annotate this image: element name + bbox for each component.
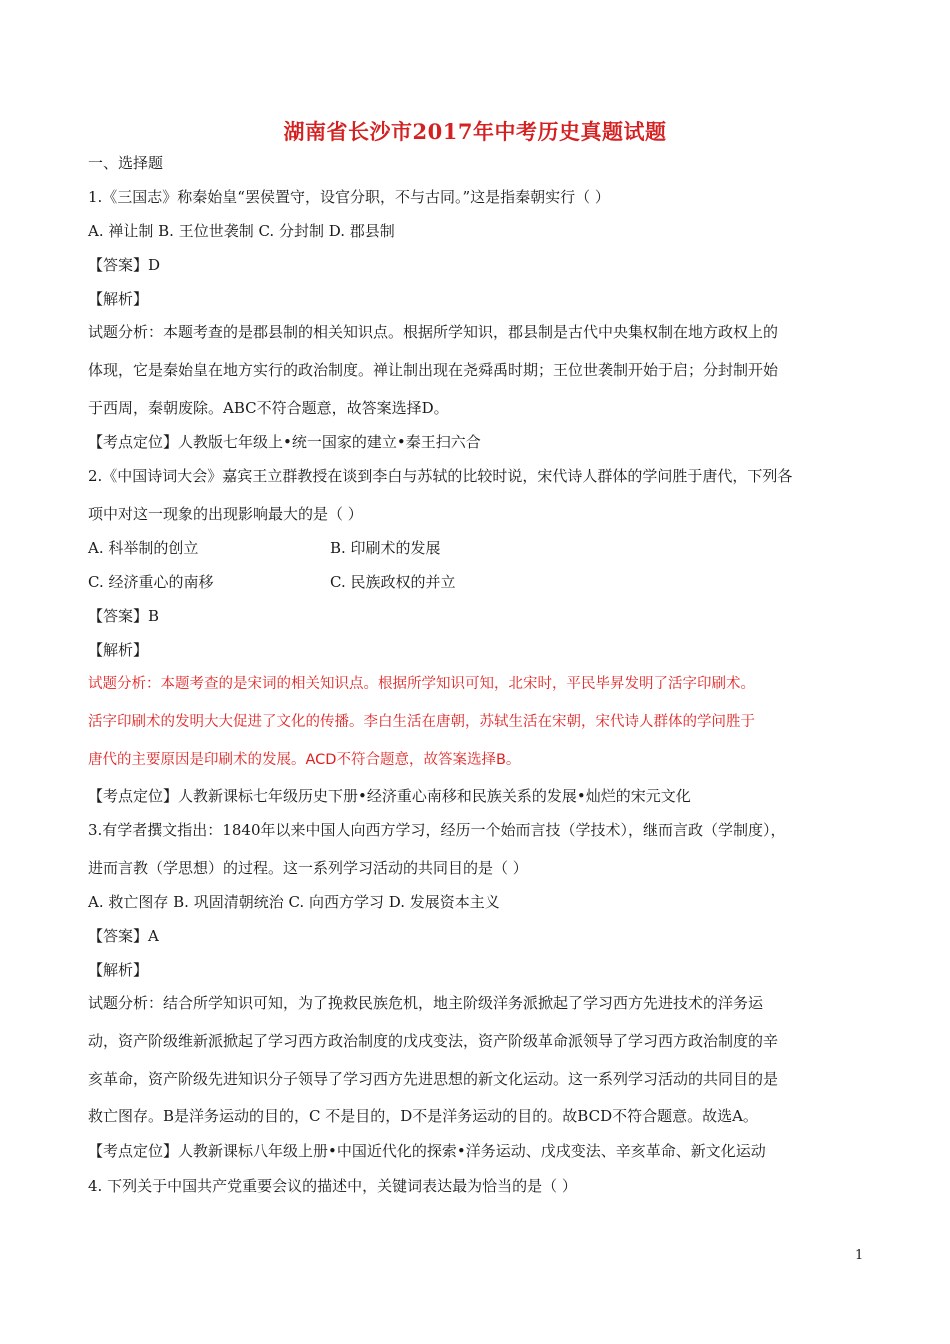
question-3-answer: 【答案】A bbox=[88, 927, 159, 945]
question-3-analysis-label: 【解析】 bbox=[88, 961, 149, 979]
question-2-point: 【考点定位】人教新课标七年级历史下册•经济重心南移和民族关系的发展•灿烂的宋元文化 bbox=[88, 787, 691, 805]
question-2-option-c: C. 经济重心的南移 bbox=[88, 573, 214, 591]
question-2-analysis-label: 【解析】 bbox=[88, 641, 149, 659]
question-2-option-b: B. 印刷术的发展 bbox=[330, 539, 441, 557]
question-3-analysis-line: 救亡图存。B是洋务运动的目的，C 不是目的，D不是洋务运动的目的。故BCD不符合题意。故选A。 bbox=[88, 1107, 758, 1125]
question-3-stem-line: 进而言教（学思想）的过程。这一系列学习活动的共同目的是（ ） bbox=[88, 859, 528, 877]
page-number: 1 bbox=[855, 1248, 864, 1263]
question-2-analysis-line: 唐代的主要原因是印刷术的发展。ACD不符合题意，故答案选择B。 bbox=[88, 752, 521, 768]
question-2-analysis-line: 活字印刷术的发明大大促进了文化的传播。李白生活在唐朝，苏轼生活在宋朝，宋代诗人群体的学问胜于 bbox=[88, 714, 755, 730]
page-title: 湖南省长沙市2017年中考历史真题试题 bbox=[283, 119, 667, 144]
question-4-stem: 4. 下列关于中国共产党重要会议的描述中，关键词表达最为恰当的是（ ） bbox=[88, 1177, 577, 1195]
question-1-options: A. 禅让制 B. 王位世袭制 C. 分封制 D. 郡县制 bbox=[88, 222, 395, 240]
question-1-analysis-line: 体现，它是秦始皇在地方实行的政治制度。禅让制出现在尧舜禹时期；王位世袭制开始于启；分封制开始 bbox=[88, 361, 779, 379]
section-heading: 一、选择题 bbox=[88, 154, 164, 172]
question-1-stem: 1.《三国志》称秦始皇“罢侯置守，设官分职，不与古同。”这是指秦朝实行（ ） bbox=[88, 188, 610, 206]
question-3-analysis-line: 动，资产阶级维新派掀起了学习西方政治制度的戊戌变法，资产阶级革命派领导了学习西方政治制度的辛 bbox=[88, 1032, 779, 1050]
question-2-option-d: C. 民族政权的并立 bbox=[330, 573, 456, 591]
question-1-analysis-line: 试题分析：本题考查的是郡县制的相关知识点。根据所学知识，郡县制是古代中央集权制在地方政权上的 bbox=[88, 323, 779, 341]
question-3-stem-line: 3.有学者撰文指出：1840年以来中国人向西方学习，经历一个始而言技（学技术），继而言政（学制度）， bbox=[88, 821, 786, 839]
question-2-option-a: A. 科举制的创立 bbox=[88, 539, 199, 557]
question-2-stem-line: 2.《中国诗词大会》嘉宾王立群教授在谈到李白与苏轼的比较时说，宋代诗人群体的学问胜于唐代，下列各 bbox=[88, 467, 793, 485]
question-2-analysis-line: 试题分析：本题考查的是宋词的相关知识点。根据所学知识可知，北宋时，平民毕昇发明了活字印刷术。 bbox=[88, 676, 755, 692]
question-1-point: 【考点定位】人教版七年级上•统一国家的建立•秦王扫六合 bbox=[88, 433, 481, 451]
question-1-answer: 【答案】D bbox=[88, 256, 161, 274]
question-3-options: A. 救亡图存 B. 巩固清朝统治 C. 向西方学习 D. 发展资本主义 bbox=[88, 893, 500, 911]
question-3-point: 【考点定位】人教新课标八年级上册•中国近代化的探索•洋务运动、戊戌变法、辛亥革命、新文化运动 bbox=[88, 1142, 766, 1160]
question-3-analysis-line: 亥革命，资产阶级先进知识分子领导了学习西方先进思想的新文化运动。这一系列学习活动的共同目的是 bbox=[88, 1070, 779, 1088]
question-2-answer: 【答案】B bbox=[88, 607, 160, 625]
question-1-analysis-label: 【解析】 bbox=[88, 290, 149, 308]
question-2-stem-line: 项中对这一现象的出现影响最大的是（ ） bbox=[88, 505, 363, 523]
question-3-analysis-line: 试题分析：结合所学知识可知，为了挽救民族危机，地主阶级洋务派掀起了学习西方先进技术的洋务运 bbox=[88, 994, 764, 1012]
question-1-analysis-line: 于西周，秦朝废除。ABC不符合题意，故答案选择D。 bbox=[88, 399, 449, 417]
